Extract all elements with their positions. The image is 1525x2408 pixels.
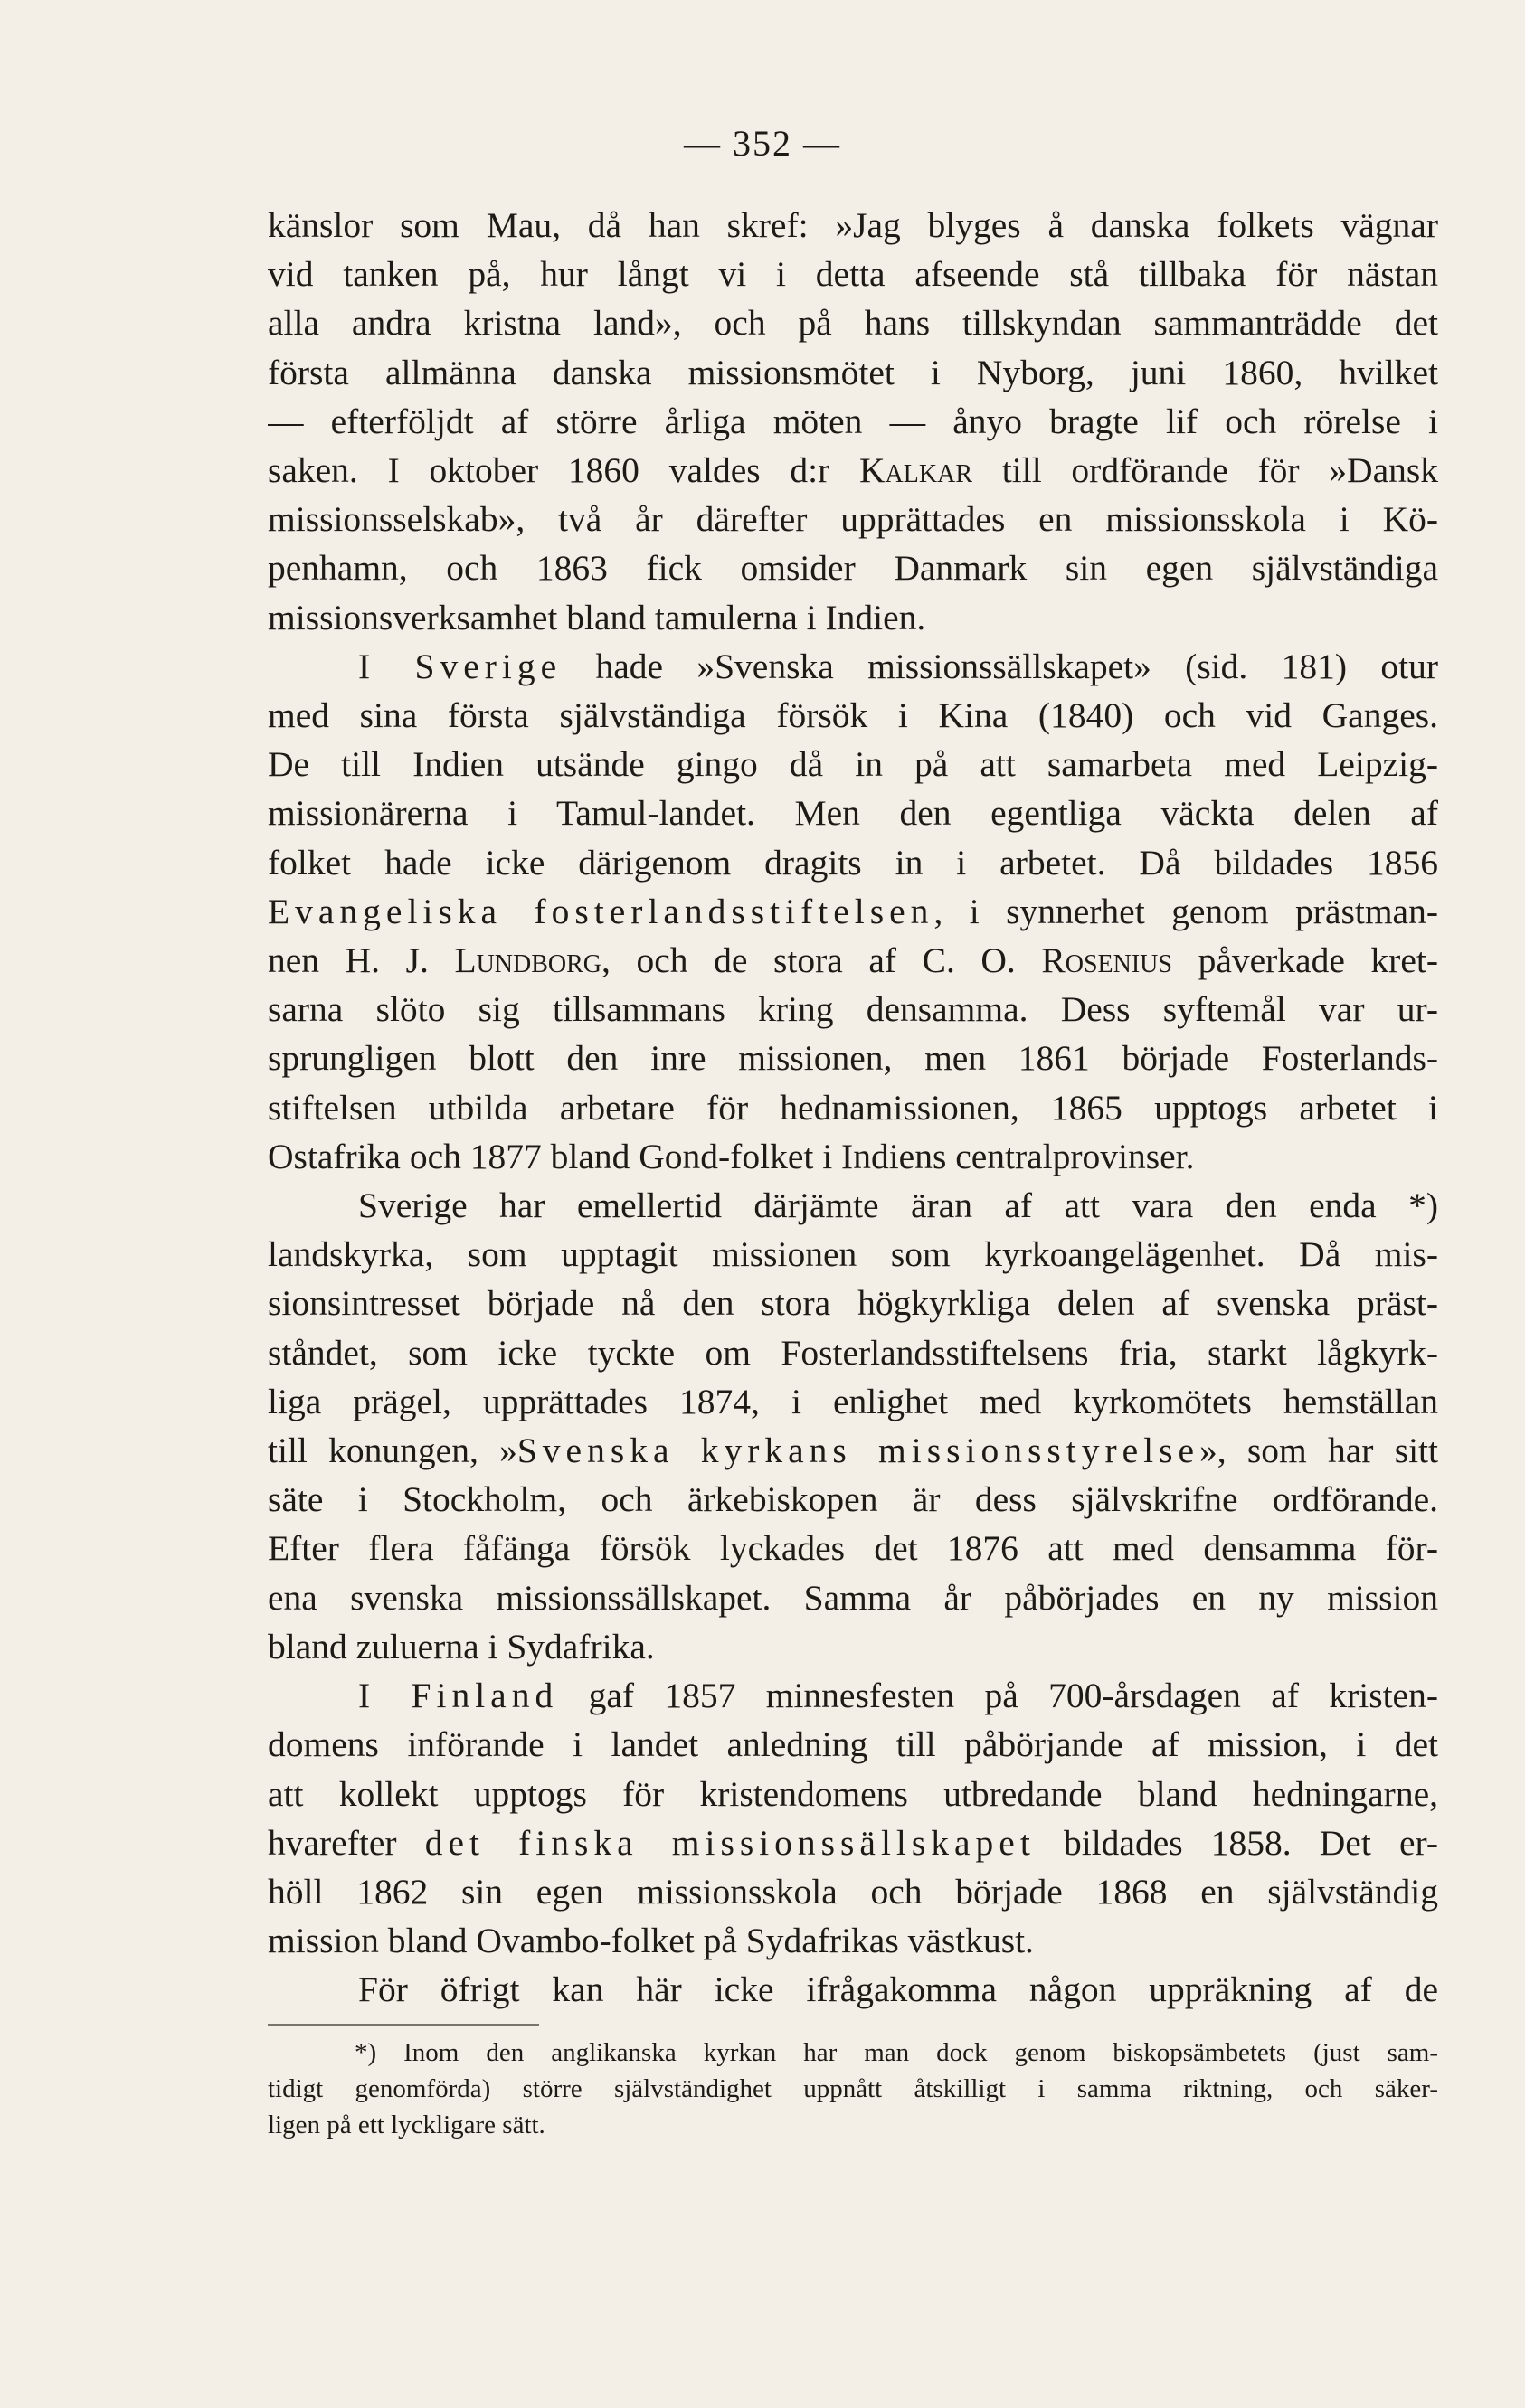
text-line: mission bland Ovambo-folket på Sydafrikas västkust. — [268, 1921, 1034, 1961]
text-line: sionsintresset började nå den stora högkyrkliga delen af svenska präst- — [268, 1283, 1438, 1324]
text-line: landskyrka, som upptagit missionen som kyrkoangelägenhet. Då mis- — [268, 1234, 1438, 1275]
text-line — [268, 1426, 1438, 1475]
text-line: känslor som Mau, då han skref: »Jag blyges å danska folkets vägnar — [268, 205, 1438, 245]
text-line: Ostafrika och 1877 bland Gond-folket i Indiens centralprovinser. — [268, 1136, 1195, 1176]
text-line: missionärerna i Tamul-landet. Men den egentliga väckta delen af — [268, 793, 1438, 834]
text-segment: hade »Svenska missionssällskapet» (sid. 181) otur — [562, 646, 1438, 686]
text-line — [268, 1818, 1438, 1867]
text-line: liga prägel, upprättades 1874, i enlighet med kyrkomötets hemställan — [268, 1381, 1438, 1421]
text-line: sprungligen blott den inre missionen, men 1861 började Fosterlands- — [268, 1038, 1438, 1079]
text-line: Sverige har emellertid därjämte äran af att vara den enda *) — [358, 1185, 1438, 1226]
name-lundborg: Lundborg — [454, 940, 602, 981]
text-line: sarna slöto sig tillsammans kring densamma. Dess syftemål var ur- — [268, 989, 1438, 1030]
text-line: Efter flera fåfänga försök lyckades det 1876 att med densamma för- — [268, 1528, 1438, 1569]
name-kalkar: Kalkar — [859, 450, 972, 491]
footnote — [268, 2035, 1438, 2143]
text-line — [268, 1671, 1438, 1720]
text-line: säte i Stockholm, och ärkebiskopen är dess självskrifne ordförande. — [268, 1479, 1438, 1520]
page-number: — 352 — — [684, 123, 841, 164]
text-segment: till konungen, » — [268, 1431, 517, 1471]
text-line: alla andra kristna land», och på hans tillskyndan sammanträdde det — [268, 303, 1438, 344]
text-line: De till Indien utsände gingo då in på att samarbeta med Leipzig- — [268, 744, 1438, 785]
text-line: domens införande i landet anledning till påbörjande af mission, i det — [268, 1724, 1438, 1765]
text-line: vid tanken på, hur långt vi i detta afseende stå tillbaka för nästan — [268, 254, 1438, 295]
body-text — [268, 201, 1438, 2015]
text-line: ståndet, som icke tyckte om Fosterlandsstiftelsens fria, starkt lågkyrk- — [268, 1332, 1438, 1373]
emphasis-finska: det finska missionssällskapet — [424, 1822, 1036, 1863]
text-line: bland zuluerna i Sydafrika. — [268, 1626, 655, 1667]
name-rosenius: Rosenius — [1041, 940, 1172, 981]
text-line: höll 1862 sin egen missionsskola och började 1868 en självständig — [268, 1871, 1438, 1912]
text-segment: nen H. J. — [268, 940, 455, 981]
footnote-line: tidigt genomförda) större självständighet uppnått åtskilligt i samma riktning, och säker- — [268, 2074, 1438, 2103]
text-segment: hvarefter — [268, 1822, 425, 1863]
text-segment: saken. I oktober 1860 valdes d:r — [268, 450, 860, 491]
text-line: med sina första självständiga försök i Kina (1840) och vid Ganges. — [268, 695, 1438, 736]
emphasis-svenska-kyrkans: Svenska kyrkans missionsstyrelse — [516, 1431, 1200, 1471]
emphasis-evangeliska: Evangeliska fosterlandsstiftelsen — [268, 891, 934, 931]
text-line: penhamn, och 1863 fick omsider Danmark sin egen självständiga — [268, 548, 1438, 589]
text-line — [268, 642, 1438, 691]
text-line: ena svenska missionssällskapet. Samma år påbörjades en ny mission — [268, 1577, 1438, 1618]
text-line: — efterföljdt af större årliga möten — ånyo bragte lif och rörelse i — [268, 401, 1438, 441]
footnote-line: ligen på ett lyckligare sätt. — [268, 2111, 545, 2139]
footnote-divider — [268, 2024, 539, 2026]
text-line — [268, 936, 1438, 985]
text-line — [268, 446, 1438, 495]
text-line: folket hade icke därigenom dragits in i arbetet. Då bildades 1856 — [268, 842, 1438, 883]
text-line: stiftelsen utbilda arbetare för hednamissionen, 1865 upptogs arbetet i — [268, 1087, 1438, 1128]
text-line: För öfrigt kan här icke ifrågakomma någon uppräkning af de — [358, 1969, 1438, 2010]
text-segment: påverkade kret- — [1171, 940, 1438, 981]
text-line: att kollekt upptogs för kristendomens utbredande bland hedningarne, — [268, 1773, 1438, 1814]
footnote-line: *) Inom den anglikanska kyrkan har man dock genom biskopsämbetets (just sam- — [355, 2038, 1438, 2067]
text-segment: », som har sitt — [1199, 1431, 1438, 1471]
text-line: missionsselskab», två år därefter upprättades en missionsskola i Kö- — [268, 499, 1438, 540]
text-segment: , i synnerhet genom prästman- — [933, 891, 1438, 931]
text-segment: , och de stora af C. O. — [601, 940, 1042, 981]
emphasis-finland: I Finland — [358, 1676, 559, 1716]
text-line: missionsverksamhet bland tamulerna i Indien. — [268, 597, 926, 637]
text-line: första allmänna danska missionsmötet i Nyborg, juni 1860, hvilket — [268, 352, 1438, 392]
text-line — [268, 887, 1438, 936]
emphasis-sverige: I Sverige — [358, 646, 563, 686]
text-segment: bildades 1858. Det er- — [1035, 1822, 1438, 1863]
text-segment: till ordförande för »Dansk — [972, 450, 1438, 491]
text-segment: gaf 1857 minnesfesten på 700-årsdagen af kristen- — [558, 1676, 1438, 1716]
